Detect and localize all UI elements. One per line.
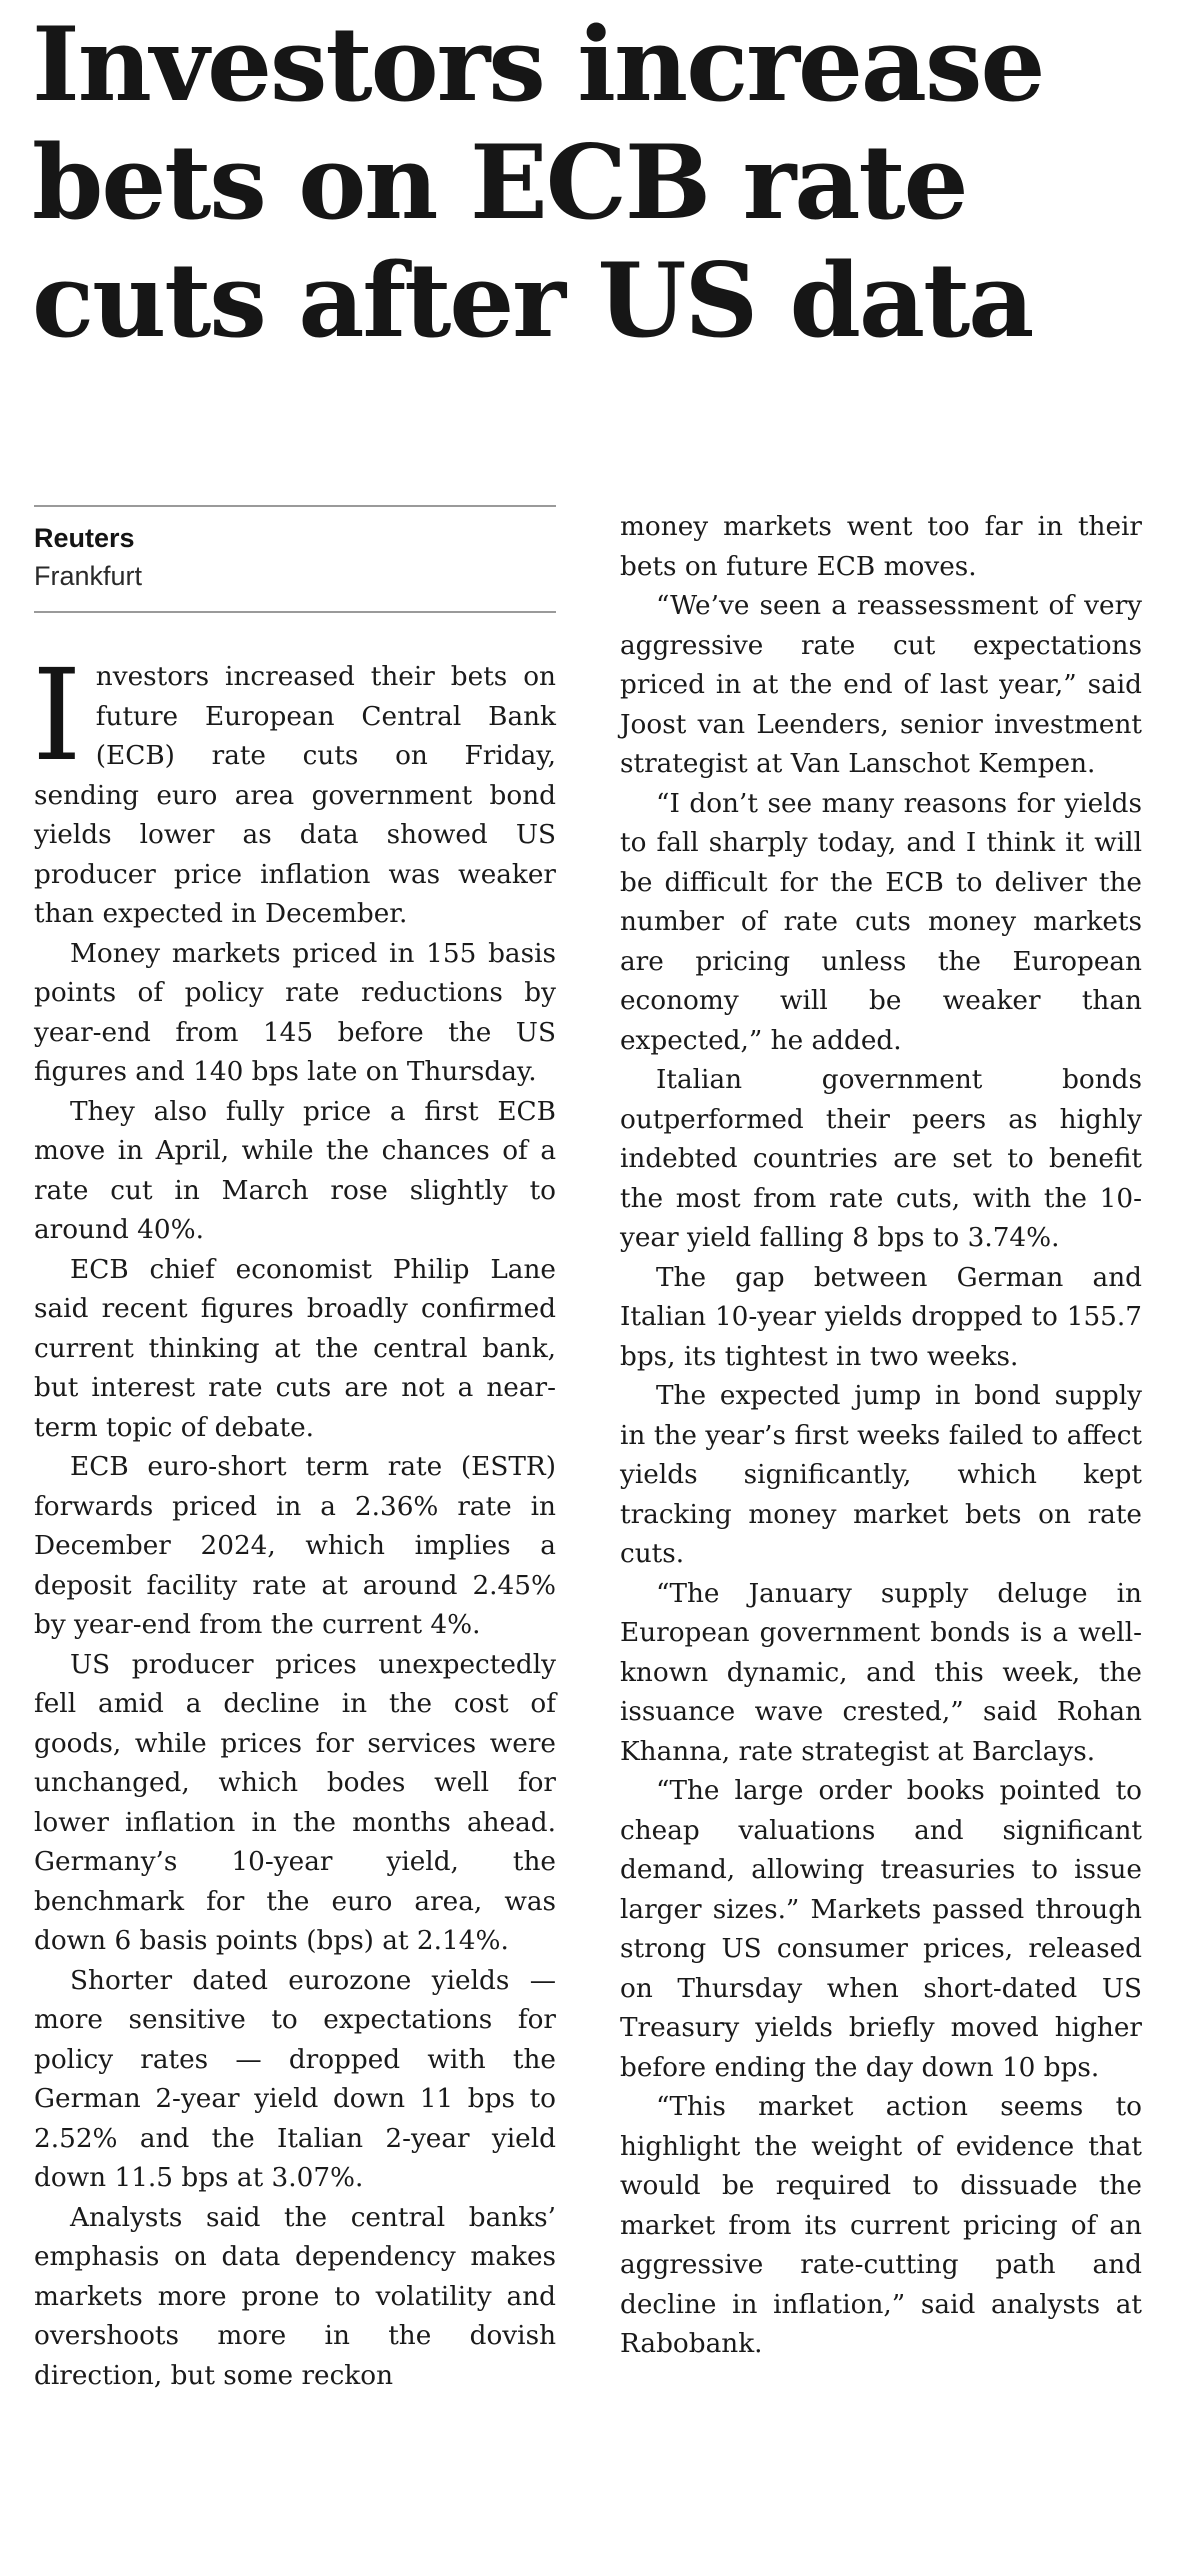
byline	[34, 505, 556, 613]
body-paragraph: US producer prices unexpectedly fell amid a decline in the cost of goods, while prices for services were unchanged, which bodes well for lower inflation in the months ahead. Germany’s 10-year yield, the benchmark for the euro area, was down 6 basis points (bps) at 2.14%.	[34, 1649, 556, 1956]
body-paragraph: ECB euro-short term rate (ESTR) forwards priced in a 2.36% rate in December 2024, which implies a deposit facility rate at around 2.45% by year-end from the current 4%.	[34, 1452, 556, 1640]
right-column	[620, 508, 1142, 2365]
lead-paragraph-text: nvestors increased their bets on future European Central Bank (ECB) rate cuts on Friday, sending euro area government bond yields lower as data showed US producer price inflation was weaker than expected in December.	[34, 662, 556, 929]
body-paragraph: ECB chief economist Philip Lane said recent figures broadly confirmed current thinking at the central bank, but interest rate cuts are not a near-term topic of debate.	[34, 1254, 556, 1443]
drop-cap: I	[32, 642, 82, 789]
body-paragraph: “The January supply deluge in European government bonds is a well-known dynamic, and this week, the issuance wave crested,” said Rohan Khanna, rate strategist at Barclays.	[620, 1578, 1142, 1767]
body-paragraph: The gap between German and Italian 10-year yields dropped to 155.7 bps, its tightest in two weeks.	[620, 1262, 1142, 1372]
headline-line: Investors increase	[32, 5, 1044, 125]
body-paragraph: Analysts said the central banks’ emphasis on data dependency makes markets more prone to volatility and overshoots more in the dovish direction, but some reckon	[34, 2202, 556, 2391]
lead-paragraph	[32, 642, 556, 935]
headline	[32, 5, 1182, 368]
continued-paragraph: money markets went too far in their bets on future ECB moves.	[620, 512, 1142, 582]
body-paragraph: They also fully price a first ECB move in April, while the chances of a rate cut in March rose slightly to around 40%.	[34, 1096, 556, 1245]
headline-line: cuts after US data	[32, 241, 1033, 361]
headline-line: bets on ECB rate	[32, 123, 967, 243]
body-paragraph: “I don’t see many reasons for yields to fall sharply today, and I think it will be difficult for the ECB to deliver the number of rate cuts money markets are pricing unless the European economy will be weaker than expected,” he added.	[620, 788, 1142, 1056]
body-paragraph: “The large order books pointed to cheap valuations and significant demand, allowing treasuries to issue larger sizes.” Markets passed through strong US consumer prices, released on Thursday when short-dated US Treasury yields briefly moved higher before ending the day down 10 bps.	[620, 1776, 1142, 2083]
left-column	[32, 642, 556, 2396]
body-paragraph: Italian government bonds outperformed their peers as highly indebted countries are set to benefit the most from rate cuts, with the 10-year yield falling 8 bps to 3.74%.	[620, 1065, 1142, 1253]
body-paragraph: “We’ve seen a reassessment of very aggressive rate cut expectations priced in at the end of last year,” said Joost van Leenders, senior investment strategist at Van Lanschot Kempen.	[620, 591, 1142, 779]
byline-source: Reuters	[34, 523, 135, 553]
byline-location: Frankfurt	[34, 561, 143, 591]
body-paragraph: Money markets priced in 155 basis points of policy rate reductions by year-end from 145 before the US figures and 140 bps late on Thursday.	[34, 938, 556, 1087]
body-paragraph: The expected jump in bond supply in the year’s first weeks failed to affect yields significantly, which kept tracking money market bets on rate cuts.	[620, 1381, 1142, 1569]
body-paragraph: Shorter dated eurozone yields — more sensitive to expectations for policy rates — dropped with the German 2-year yield down 11 bps to 2.52% and the Italian 2-year yield down 11.5 bps at 3.07%.	[34, 1965, 556, 2193]
body-paragraph: “This market action seems to highlight the weight of evidence that would be required to dissuade the market from its current pricing of an aggressive rate-cutting path and decline in inflation,” said analysts at Rabobank.	[620, 2092, 1142, 2359]
